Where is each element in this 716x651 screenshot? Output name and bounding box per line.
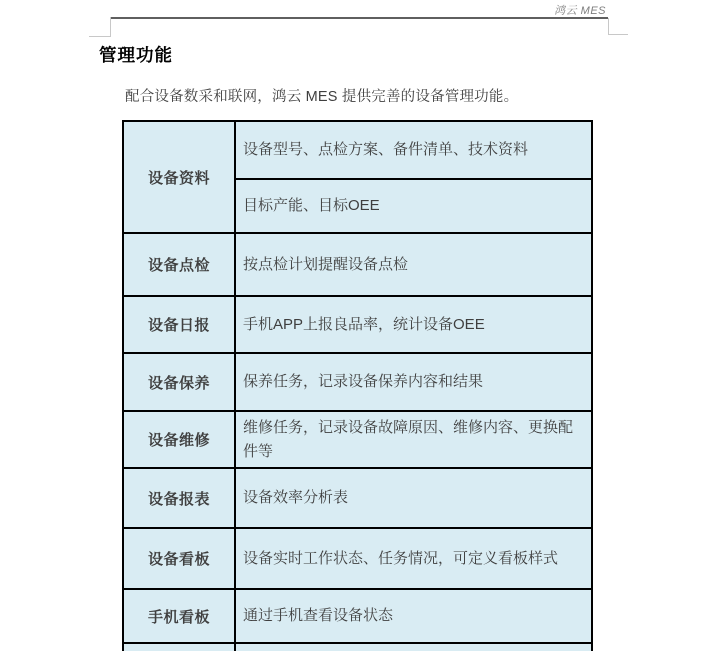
header-rule-left-step: [89, 36, 111, 37]
feature-description: [235, 643, 592, 651]
feature-label: 设备报表: [123, 468, 235, 528]
feature-label: 设备日报: [123, 296, 235, 353]
running-header-title: 鸿云 MES: [554, 5, 606, 17]
feature-description: 通过手机查看设备状态: [235, 589, 592, 643]
feature-description: 设备型号、点检方案、备件清单、技术资料: [235, 121, 592, 179]
table-row: [123, 121, 592, 179]
table-row: [123, 411, 592, 468]
features-table-container: [122, 120, 595, 651]
feature-label: 设备资料: [123, 121, 235, 233]
table-row: [123, 468, 592, 528]
feature-description: 目标产能、目标OEE: [235, 179, 592, 233]
feature-description: 设备实时工作状态、任务情况，可定义看板样式: [235, 528, 592, 589]
table-row: [123, 233, 592, 296]
header-rule-right-vertical: [608, 18, 609, 35]
table-row: [123, 528, 592, 589]
table-row-clipped: [123, 643, 592, 651]
header-rule-main: [110, 17, 608, 19]
feature-label: 设备维修: [123, 411, 235, 468]
feature-description: 设备效率分析表: [235, 468, 592, 528]
header-rule-left-vertical: [110, 17, 111, 37]
feature-label: 设备点检: [123, 233, 235, 296]
table-row: [123, 353, 592, 411]
table-row: [123, 296, 592, 353]
table-row: [123, 589, 592, 643]
running-header: [554, 2, 606, 18]
feature-label: [123, 643, 235, 651]
feature-description: 手机APP上报良品率，统计设备OEE: [235, 296, 592, 353]
feature-description: 维修任务，记录设备故障原因、维修内容、更换配件等: [235, 411, 592, 468]
header-rule-right-step: [608, 34, 628, 35]
feature-description: 保养任务，记录设备保养内容和结果: [235, 353, 592, 411]
feature-label: 设备看板: [123, 528, 235, 589]
feature-label: 手机看板: [123, 589, 235, 643]
page-title: 管理功能: [99, 45, 173, 65]
intro-paragraph: 配合设备数采和联网，鸿云 MES 提供完善的设备管理功能。: [125, 89, 519, 105]
feature-description: 按点检计划提醒设备点检: [235, 233, 592, 296]
feature-label: 设备保养: [123, 353, 235, 411]
features-table: [122, 120, 593, 651]
